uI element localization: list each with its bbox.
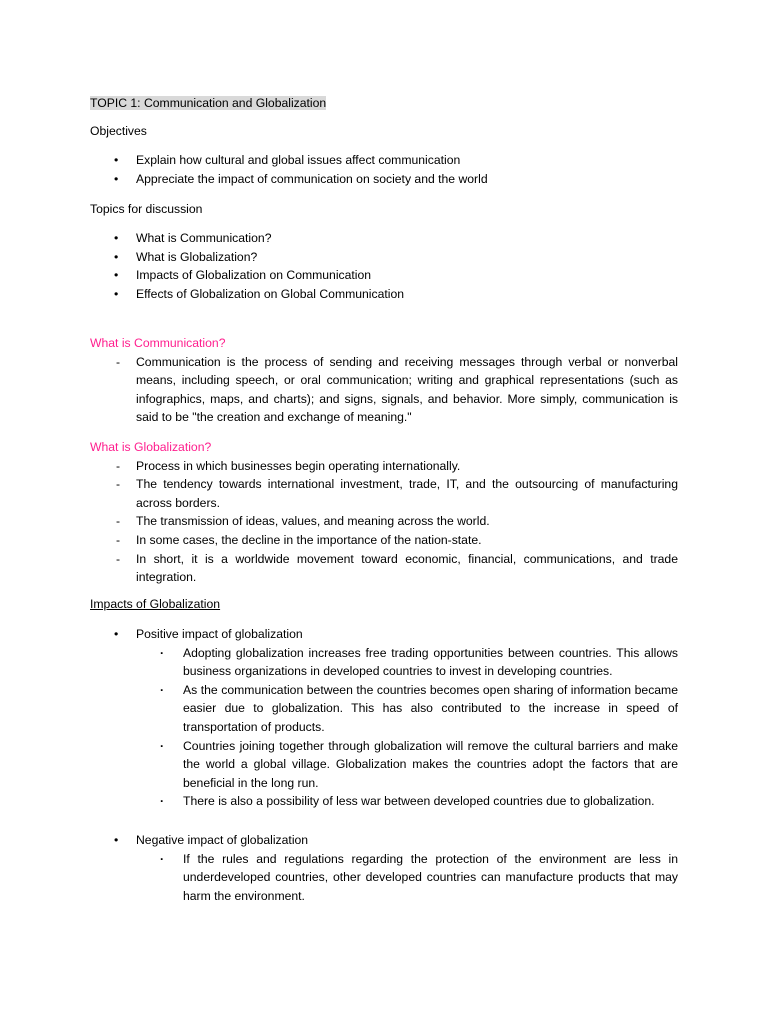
communication-list: [90, 353, 678, 427]
communication-section: [90, 334, 678, 427]
negative-impact-items: [90, 850, 678, 906]
list-item: • Impacts of Globalization on Communication: [90, 266, 678, 285]
topics-list: [90, 229, 678, 303]
positive-impact-items: [90, 644, 678, 811]
negative-impact-list: [90, 831, 678, 850]
topics-section: [90, 200, 678, 219]
topics-heading: Topics for discussion: [90, 202, 203, 216]
impacts-heading: Impacts of Globalization: [90, 597, 221, 611]
objectives-list: [90, 151, 678, 188]
list-item: • What is Globalization?: [90, 248, 678, 267]
positive-impact-list: [90, 625, 678, 644]
negative-impact-label: • Negative impact of globalization: [90, 831, 678, 850]
globalization-list: [90, 457, 678, 587]
list-item: • Explain how cultural and global issues affect communication: [90, 151, 678, 170]
globalization-section: [90, 438, 678, 587]
list-item: - The transmission of ideas, values, and meaning across the world.: [90, 512, 678, 531]
title-block: [90, 94, 678, 113]
objectives-heading: Objectives: [90, 124, 147, 138]
list-item: · As the communication between the countries becomes open sharing of information became easier due to globalization. This has also contributed to the increase in speed of transportation of products.: [90, 681, 678, 737]
communication-heading: What is Communication?: [90, 336, 226, 350]
list-item: · There is also a possibility of less war between developed countries due to globalization.: [90, 792, 678, 811]
positive-impact-label: • Positive impact of globalization: [90, 625, 678, 644]
list-item: · If the rules and regulations regarding the protection of the environment are less in underdeveloped countries, other developed countries can manufacture products that may harm the environment.: [90, 850, 678, 906]
list-item: · Adopting globalization increases free trading opportunities between countries. This allows business organizations in developed countries to invest in developing countries.: [90, 644, 678, 681]
list-item: • Effects of Globalization on Global Communication: [90, 285, 678, 304]
list-item: - In some cases, the decline in the importance of the nation-state.: [90, 531, 678, 550]
list-item: - The tendency towards international investment, trade, IT, and the outsourcing of manufacturing across borders.: [90, 475, 678, 512]
list-item: • What is Communication?: [90, 229, 678, 248]
objectives-section: [90, 122, 678, 141]
topics-list-wrap: [90, 229, 678, 303]
list-item: - Communication is the process of sending and receiving messages through verbal or nonverbal means, including speech, or oral communication; writing and graphical representations (such as infographics, maps, and charts); and signs, signals, and behavior. More simply, communication is said to be "the creation and exchange of meaning.": [90, 353, 678, 427]
page-title: TOPIC 1: Communication and Globalization: [90, 96, 327, 110]
globalization-heading: What is Globalization?: [90, 440, 212, 454]
impacts-section: [90, 595, 678, 614]
list-item: • Appreciate the impact of communication on society and the world: [90, 170, 678, 189]
list-item: - Process in which businesses begin operating internationally.: [90, 457, 678, 476]
objectives-list-wrap: [90, 151, 678, 188]
list-item: · Countries joining together through globalization will remove the cultural barriers and make the world a global village. Globalization makes the countries adopt the factors that are beneficial in the long run.: [90, 737, 678, 793]
positive-impact-block: [90, 625, 678, 811]
negative-impact-block: [90, 831, 678, 905]
list-item: - In short, it is a worldwide movement toward economic, financial, communications, and trade integration.: [90, 550, 678, 587]
